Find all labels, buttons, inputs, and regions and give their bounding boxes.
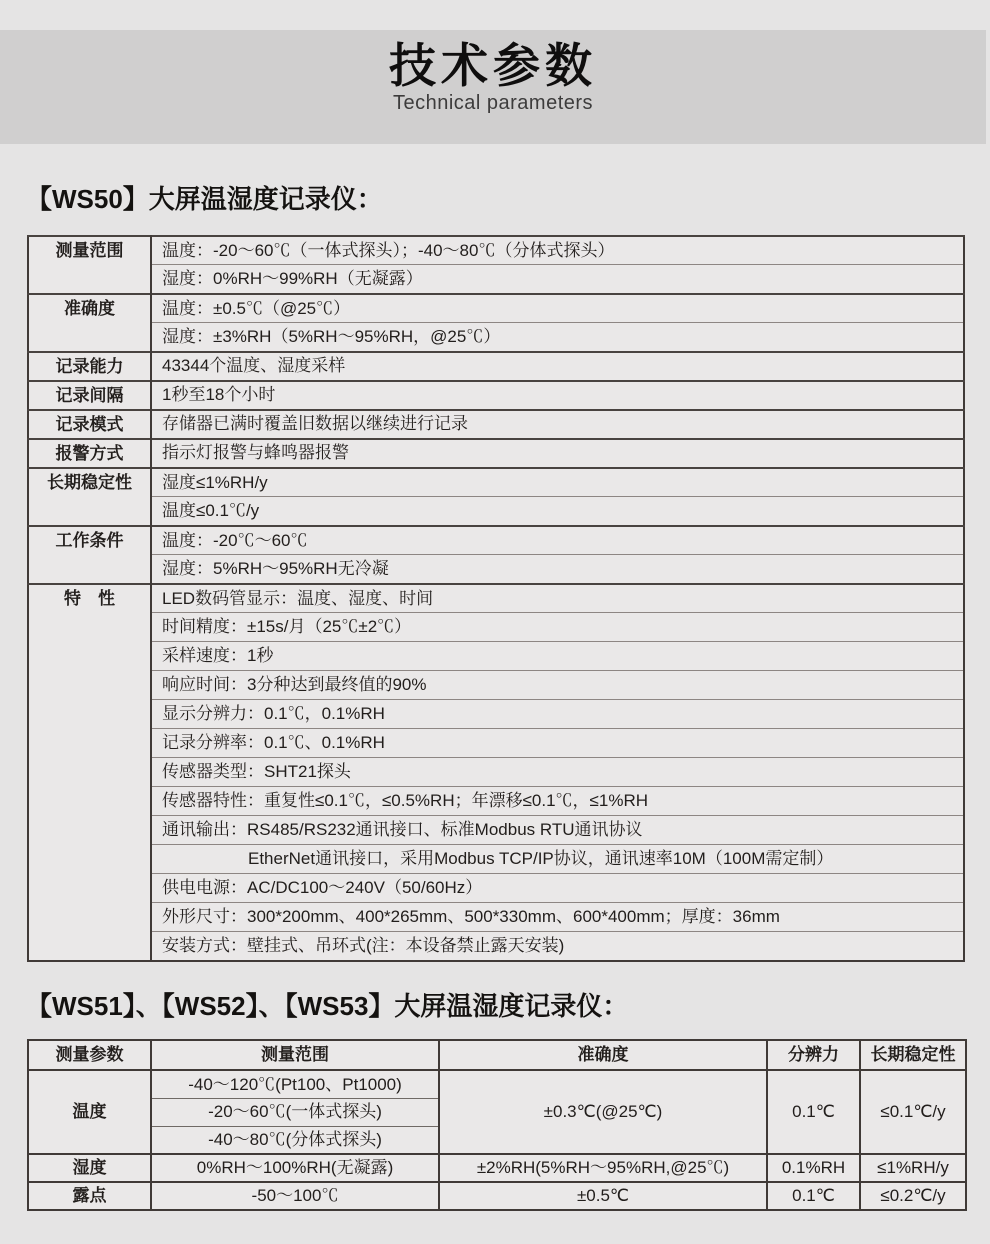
range-cell: 0%RH～100%RH(无凝露) [151, 1154, 439, 1182]
section1-heading: 【WS50】大屏温湿度记录仪： [26, 184, 383, 214]
accuracy-cell: ±0.5℃ [439, 1182, 767, 1210]
spec-value: 时间精度：±15s/月（25℃±2℃） [151, 613, 964, 642]
table-row [28, 874, 964, 903]
param-cell: 温度 [28, 1070, 151, 1154]
spec-value: 湿度：5%RH～95%RH无冷凝 [151, 555, 964, 584]
table-row [28, 787, 964, 816]
column-header-stability: 长期稳定性 [860, 1040, 966, 1070]
resolution-cell: 0.1℃ [767, 1070, 860, 1154]
spec-sheet-page [0, 30, 990, 1211]
spec-label: 工作条件 [28, 526, 151, 584]
table-row [28, 845, 964, 874]
table-row-temperature [28, 1070, 966, 1098]
spec-value: LED数码管显示：温度、湿度、时间 [151, 584, 964, 613]
table-header-row [28, 1040, 966, 1070]
accuracy-cell: ±2%RH(5%RH～95%RH,@25℃) [439, 1154, 767, 1182]
table-row [28, 903, 964, 932]
table-row [28, 700, 964, 729]
spec-value: 温度≤0.1℃/y [151, 497, 964, 526]
spec-label: 准确度 [28, 294, 151, 352]
spec-value: 指示灯报警与蜂鸣器报警 [151, 439, 964, 468]
spec-value: 1秒至18个小时 [151, 381, 964, 410]
table-row [28, 729, 964, 758]
table-row [28, 526, 964, 555]
table-row [28, 323, 964, 352]
table-row-dew-point [28, 1182, 966, 1210]
spec-label: 测量范围 [28, 236, 151, 294]
table-row [28, 468, 964, 497]
table-row [28, 265, 964, 294]
spec-label: 记录能力 [28, 352, 151, 381]
spec-value: 响应时间：3分种达到最终值的90% [151, 671, 964, 700]
table-row [28, 294, 964, 323]
range-cell: -20～60℃(一体式探头) [151, 1098, 439, 1126]
spec-label: 长期稳定性 [28, 468, 151, 526]
table-row [28, 381, 964, 410]
table-row [28, 439, 964, 468]
column-header-parameter: 测量参数 [28, 1040, 151, 1070]
column-header-resolution: 分辨力 [767, 1040, 860, 1070]
spec-label: 记录间隔 [28, 381, 151, 410]
ws51-ws52-ws53-spec-table [27, 1039, 967, 1211]
table-row [28, 932, 964, 961]
spec-label: 报警方式 [28, 439, 151, 468]
column-header-range: 测量范围 [151, 1040, 439, 1070]
table-row [28, 584, 964, 613]
table-row [28, 642, 964, 671]
section2-heading: 【WS51】、【WS52】、【WS53】大屏温湿度记录仪： [26, 990, 629, 1021]
spec-value: 湿度：0%RH～99%RH（无凝露） [151, 265, 964, 294]
range-cell: -50～100℃ [151, 1182, 439, 1210]
spec-value: 温度：-20～60℃（一体式探头）；-40～80℃（分体式探头） [151, 236, 964, 265]
spec-value: 43344个温度、湿度采样 [151, 352, 964, 381]
table-row [28, 816, 964, 845]
page-subtitle: Technical parameters [392, 91, 594, 114]
spec-value: 供电电源：AC/DC100～240V（50/60Hz） [151, 874, 964, 903]
title-band [0, 30, 986, 144]
spec-value: 外形尺寸：300*200mm、400*265mm、500*330mm、600*400mm；厚度：36mm [151, 903, 964, 932]
table-row [28, 758, 964, 787]
resolution-cell: 0.1℃ [767, 1182, 860, 1210]
param-cell: 湿度 [28, 1154, 151, 1182]
table-row [28, 555, 964, 584]
ws50-spec-table [27, 235, 965, 962]
table-row [28, 236, 964, 265]
accuracy-cell: ±0.3℃(@25℃) [439, 1070, 767, 1154]
spec-value: 湿度≤1%RH/y [151, 468, 964, 497]
table-row [28, 352, 964, 381]
spec-value-continuation: EtherNet通讯接口，采用Modbus TCP/IP协议，通讯速率10M（100M需定制） [151, 845, 964, 874]
page-title: 技术参数 [389, 39, 597, 92]
spec-value: 传感器类型：SHT21探头 [151, 758, 964, 787]
range-cell: -40～120℃(Pt100、Pt1000) [151, 1070, 439, 1098]
stability-cell: ≤0.2℃/y [860, 1182, 966, 1210]
table-row [28, 671, 964, 700]
table-row [28, 410, 964, 439]
table-row-humidity [28, 1154, 966, 1182]
spec-value: 存储器已满时覆盖旧数据以继续进行记录 [151, 410, 964, 439]
spec-value: 传感器特性：重复性≤0.1℃，≤0.5%RH；年漂移≤0.1℃，≤1%RH [151, 787, 964, 816]
resolution-cell: 0.1%RH [767, 1154, 860, 1182]
table-row [28, 613, 964, 642]
stability-cell: ≤1%RH/y [860, 1154, 966, 1182]
table-row [28, 497, 964, 526]
spec-label: 特 性 [28, 584, 151, 961]
column-header-accuracy: 准确度 [439, 1040, 767, 1070]
spec-value: 温度：±0.5℃（@25℃） [151, 294, 964, 323]
param-cell: 露点 [28, 1182, 151, 1210]
spec-value: 安装方式：壁挂式、吊环式(注：本设备禁止露天安装) [151, 932, 964, 961]
spec-value: 湿度：±3%RH（5%RH～95%RH，@25℃） [151, 323, 964, 352]
spec-value: 温度：-20℃～60℃ [151, 526, 964, 555]
spec-value: 通讯输出：RS485/RS232通讯接口、标准Modbus RTU通讯协议 [151, 816, 964, 845]
spec-value: 采样速度：1秒 [151, 642, 964, 671]
spec-label: 记录模式 [28, 410, 151, 439]
stability-cell: ≤0.1℃/y [860, 1070, 966, 1154]
range-cell: -40～80℃(分体式探头) [151, 1126, 439, 1154]
spec-value: 显示分辨力：0.1℃，0.1%RH [151, 700, 964, 729]
spec-value: 记录分辨率：0.1℃、0.1%RH [151, 729, 964, 758]
